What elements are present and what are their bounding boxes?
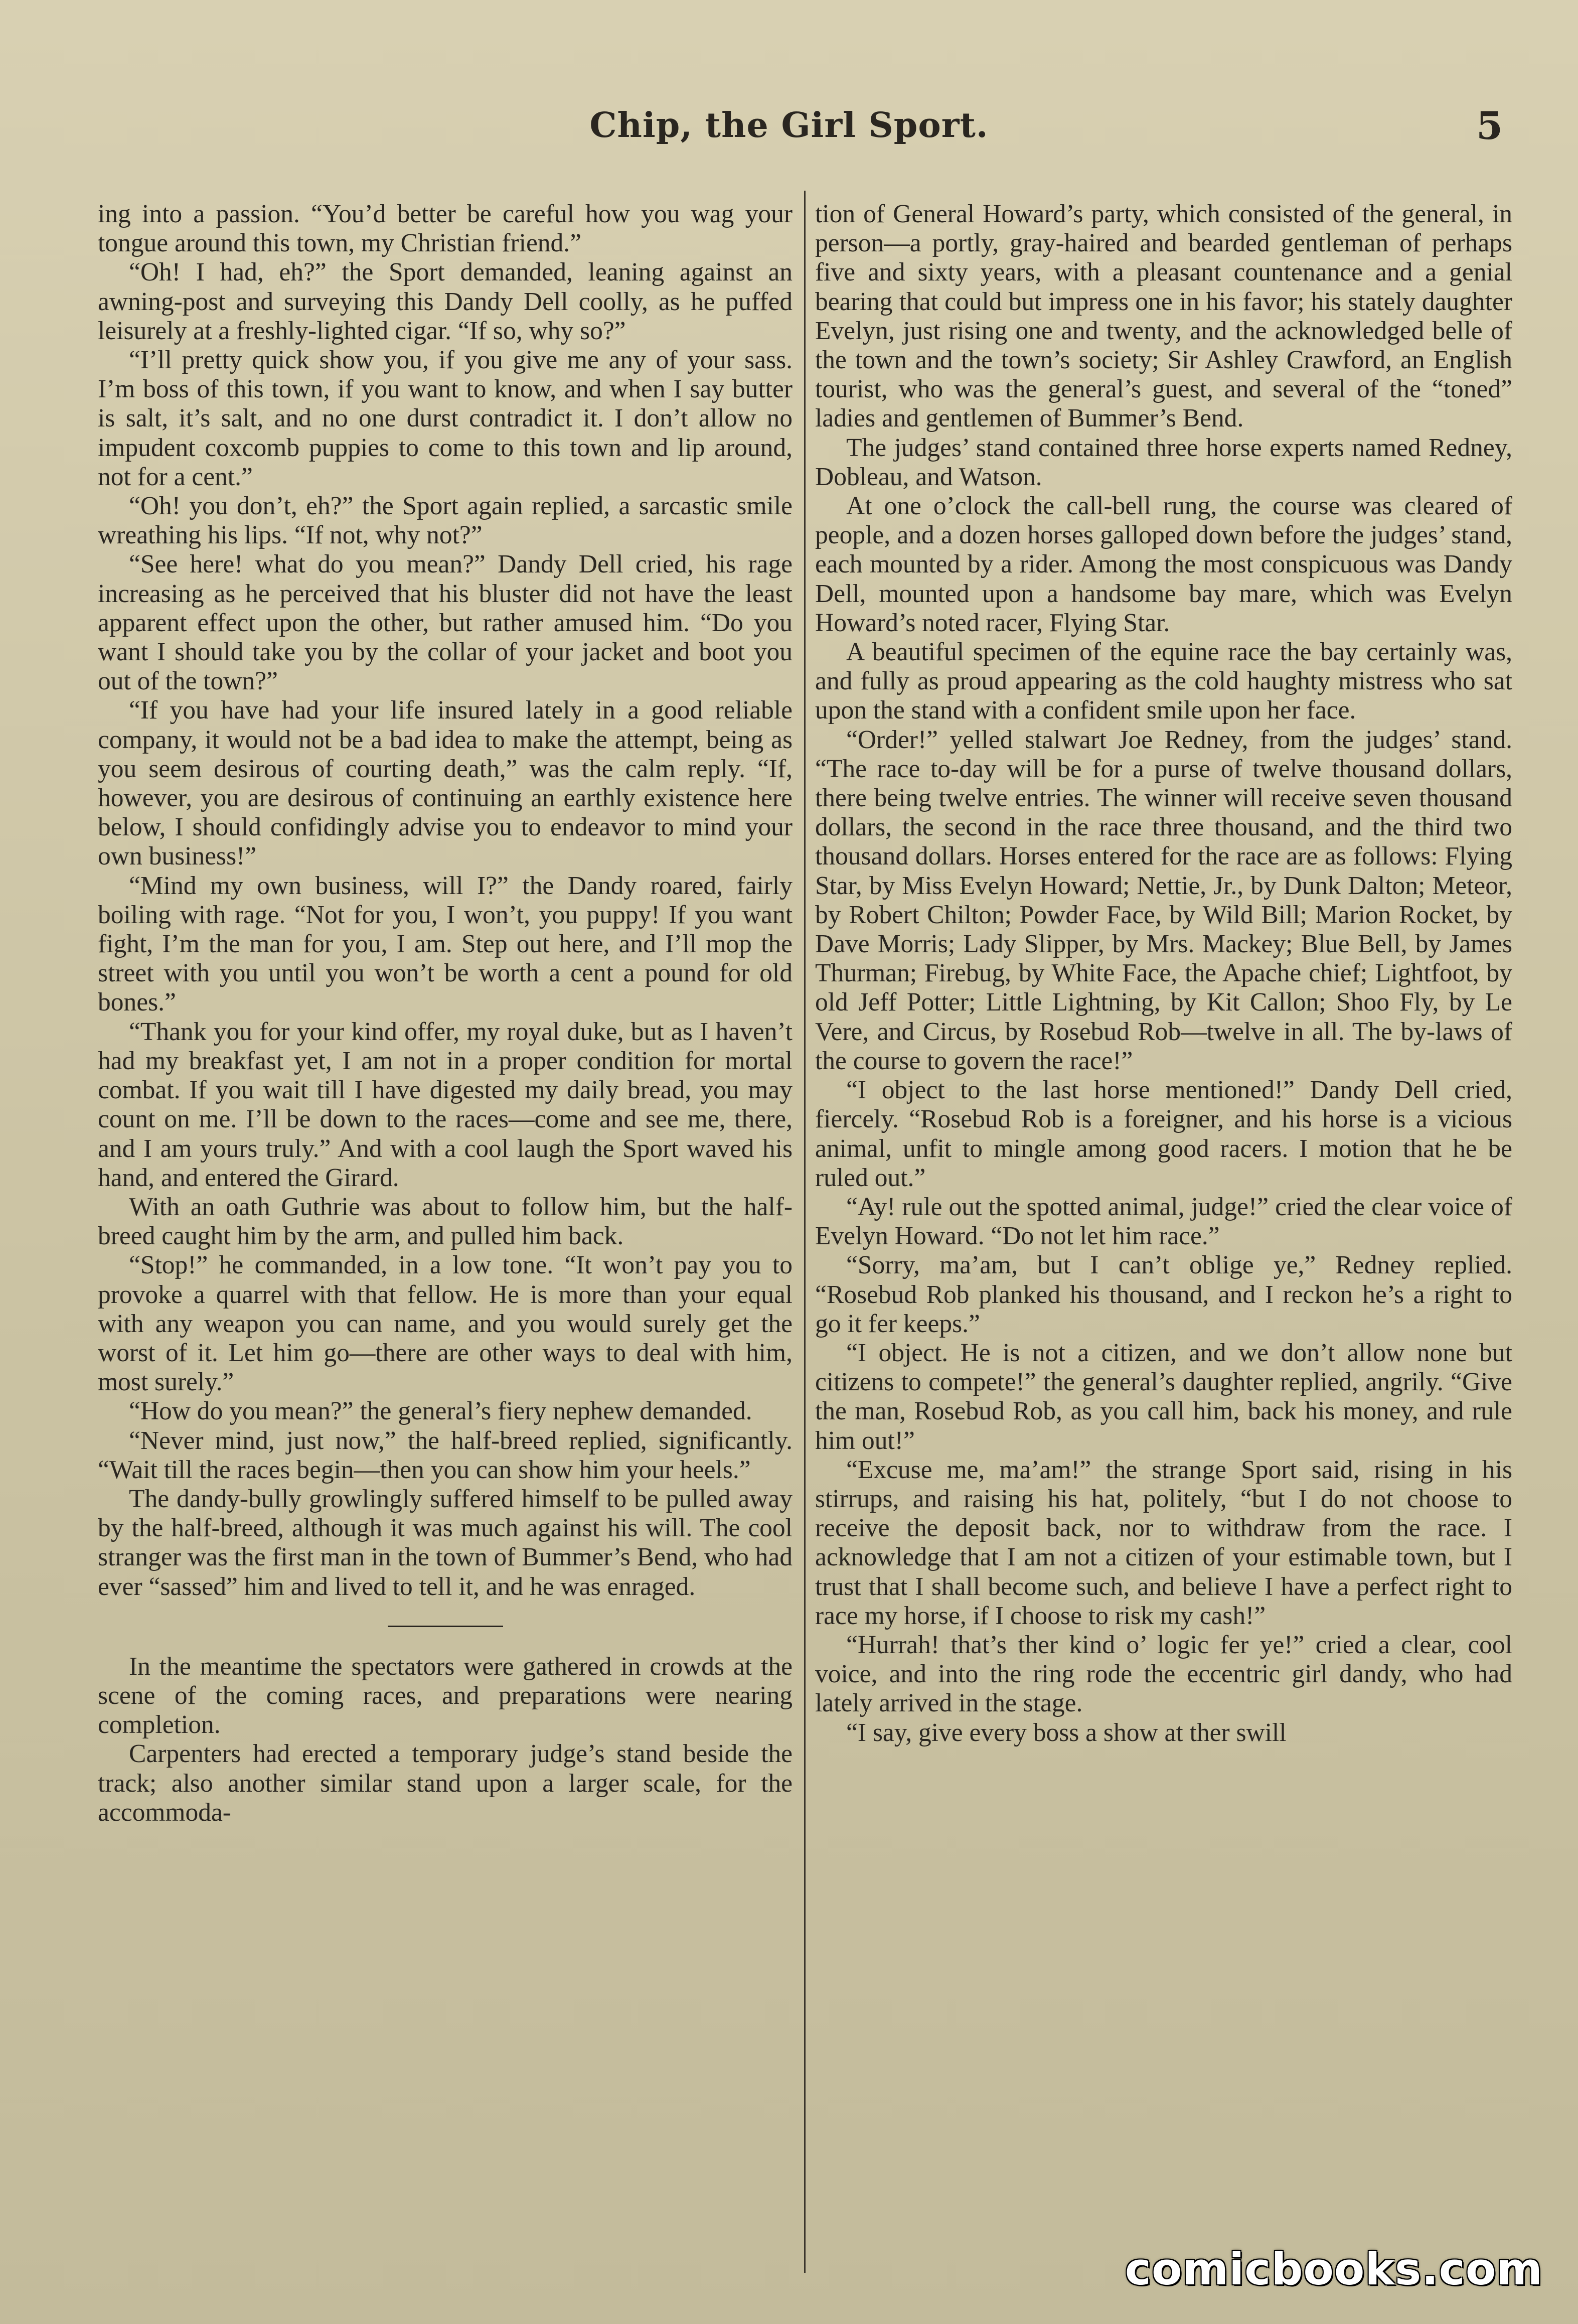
paragraph: In the meantime the spectators were gathered in crowds at the scene of the coming races, and preparations were nearing completion.: [98, 1652, 793, 1739]
paragraph: “Ay! rule out the spotted animal, judge!” cried the clear voice of Evelyn Howard. “Do not let him race.”: [815, 1192, 1512, 1251]
paragraph: Carpenters had erected a temporary judge’s stand beside the track; also another similar stand upon a larger scale, for the accommoda-: [98, 1739, 793, 1827]
paragraph: “Thank you for your kind offer, my royal duke, but as I haven’t had my breakfast yet, I am not in a proper condition for mortal combat. If you wait till I have digested my daily bread, you may count on me. I’ll be down to the races—come and see me, there, and I am yours truly.” And with a cool laugh the Sport waved his hand, and entered the Girard.: [98, 1017, 793, 1192]
left-column: [98, 200, 793, 2267]
paragraph: At one o’clock the call-bell rung, the course was cleared of people, and a dozen horses galloped down before the judges’ stand, each mounted by a rider. Among the most conspicuous was Dandy Dell, mounted upon a handsome bay mare, which was Evelyn Howard’s noted racer, Flying Star.: [815, 492, 1512, 637]
paragraph: tion of General Howard’s party, which consisted of the general, in person—a portly, gray-haired and bearded gentleman of perhaps five and sixty years, with a pleasant countenance and a genial bearing that could but impress one in his favor; his stately daughter Evelyn, just rising one and twenty, and the acknowledged belle of the town and the town’s society; Sir Ashley Crawford, an English tourist, who was the general’s guest, and several of the “toned” ladies and gentlemen of Bummer’s Bend.: [815, 200, 1512, 433]
paragraph: The judges’ stand contained three horse experts named Redney, Dobleau, and Watson.: [815, 433, 1512, 491]
column-rule: [804, 191, 806, 2273]
right-column: [815, 200, 1512, 2267]
paragraph: “If you have had your life insured lately in a good reliable company, it would not be a bad idea to make the attempt, being as you seem desirous of courting death,” was the calm reply. “If, however, you are desirous of continuing an earthly existence here below, I should confidingly advise you to endeavor to mind your own business!”: [98, 696, 793, 871]
running-title: Chip, the Girl Sport.: [589, 105, 989, 146]
paragraph: “Sorry, ma’am, but I can’t oblige ye,” Redney replied. “Rosebud Rob planked his thousand, and I reckon he’s a right to go it fer keeps.”: [815, 1251, 1512, 1338]
paragraph: The dandy-bully growlingly suffered himself to be pulled away by the half-breed, although it was much against his will. The cool stranger was the first man in the town of Bummer’s Bend, who had ever “sassed” him and lived to tell it, and he was enraged.: [98, 1484, 793, 1601]
paragraph: “Mind my own business, will I?” the Dandy roared, fairly boiling with rage. “Not for you, I won’t, you puppy! If you want fight, I’m the man for you, I am. Step out here, and I’ll mop the street with you until you won’t be worth a cent a pound for old bones.”: [98, 871, 793, 1017]
paragraph: “I’ll pretty quick show you, if you give me any of your sass. I’m boss of this town, if you want to know, and when I say butter is salt, it’s salt, and no one durst contradict it. I don’t allow no impudent coxcomb puppies to come to this town and lip around, not for a cent.”: [98, 346, 793, 491]
paragraph: With an oath Guthrie was about to follow him, but the half-breed caught him by the arm, and pulled him back.: [98, 1192, 793, 1251]
watermark: comicbooks.com: [1125, 2243, 1543, 2295]
paragraph: “See here! what do you mean?” Dandy Dell cried, his rage increasing as he perceived that his bluster did not have the least apparent effect upon the other, but rather amused him. “Do you want I should take you by the collar of your jacket and boot you out of the town?”: [98, 550, 793, 696]
section-divider: [388, 1626, 503, 1627]
paragraph: “Order!” yelled stalwart Joe Redney, from the judges’ stand. “The race to-day will be for a purse of twelve thousand dollars, there being twelve entries. The winner will receive seven thousand dollars, the second in the race three thousand, and the third two thousand dollars. Horses entered for the race are as follows: Flying Star, by Miss Evelyn Howard; Nettie, Jr., by Dunk Dalton; Meteor, by Robert Chilton; Powder Face, by Wild Bill; Marion Rocket, by Dave Morris; Lady Slipper, by Mrs. Mackey; Blue Bell, by James Thurman; Firebug, by White Face, the Apache chief; Lightfoot, by old Jeff Potter; Little Lightning, by Kit Callon; Shoo Fly, by Le Vere, and Circus, by Rosebud Rob—twelve in all. The by-laws of the course to govern the race!”: [815, 725, 1512, 1075]
paragraph: “How do you mean?” the general’s fiery nephew demanded.: [129, 1397, 752, 1426]
paragraph: “Oh! you don’t, eh?” the Sport again replied, a sarcastic smile wreathing his lips. “If not, why not?”: [98, 492, 793, 550]
paragraph: “Stop!” he commanded, in a low tone. “It won’t pay you to provoke a quarrel with that fellow. He is more than your equal with any weapon you can name, and you would surely get the worst of it. Let him go—there are other ways to deal with him, most surely.”: [98, 1251, 793, 1397]
paragraph: ing into a passion. “You’d better be careful how you wag your tongue around this town, my Christian friend.”: [98, 200, 793, 258]
page-number: 5: [1476, 103, 1503, 148]
paragraph: “I object. He is not a citizen, and we don’t allow none but citizens to compete!” the general’s daughter replied, angrily. “Give the man, Rosebud Rob, as you call him, back his money, and rule him out!”: [815, 1338, 1512, 1455]
paragraph: “Never mind, just now,” the half-breed replied, significantly. “Wait till the races begin—then you can show him your heels.”: [98, 1426, 793, 1484]
paragraph: A beautiful specimen of the equine race the bay certainly was, and fully as proud appearing as the cold haughty mistress who sat upon the stand with a confident smile upon her face.: [815, 638, 1512, 725]
paragraph: “Oh! I had, eh?” the Sport demanded, leaning against an awning-post and surveying this Dandy Dell coolly, as he puffed leisurely at a freshly-lighted cigar. “If so, why so?”: [98, 258, 793, 345]
paragraph: “Hurrah! that’s ther kind o’ logic fer ye!” cried a clear, cool voice, and into the ring rode the eccentric girl dandy, who had lately arrived in the stage.: [815, 1630, 1512, 1718]
page-header: [0, 105, 1578, 166]
paragraph: “I object to the last horse mentioned!” Dandy Dell cried, fiercely. “Rosebud Rob is a foreigner, and his horse is a vicious animal, unfit to mingle among good racers. I motion that he be ruled out.”: [815, 1076, 1512, 1192]
paragraph: “Excuse me, ma’am!” the strange Sport said, rising in his stirrups, and raising his hat, politely, “but I do not choose to receive the deposit back, nor to withdraw from the race. I acknowledge that I am not a citizen of your estimable town, but I trust that I shall become such, and believe I have a perfect right to race my horse, if I choose to risk my cash!”: [815, 1455, 1512, 1630]
paragraph: “I say, give every boss a show at ther swill: [846, 1718, 1287, 1747]
